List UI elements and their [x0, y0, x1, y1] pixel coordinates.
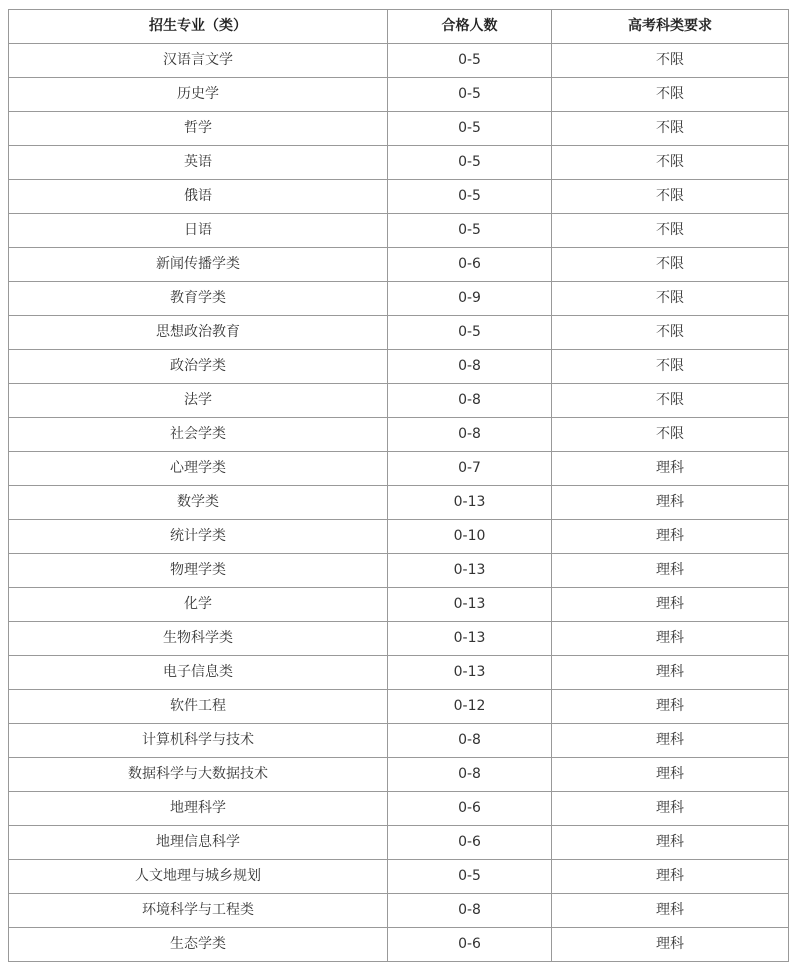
cell-subject-requirement: 理科	[552, 826, 789, 860]
cell-subject-requirement: 不限	[552, 78, 789, 112]
table-row	[9, 112, 789, 146]
cell-subject-requirement: 不限	[552, 146, 789, 180]
cell-subject-requirement: 理科	[552, 656, 789, 690]
table-row	[9, 826, 789, 860]
cell-major: 软件工程	[9, 690, 388, 724]
cell-major: 教育学类	[9, 282, 388, 316]
cell-subject-requirement: 理科	[552, 724, 789, 758]
cell-qualified-count: 0-13	[388, 588, 552, 622]
cell-subject-requirement: 理科	[552, 928, 789, 962]
table-row	[9, 180, 789, 214]
cell-qualified-count: 0-13	[388, 486, 552, 520]
cell-qualified-count: 0-13	[388, 554, 552, 588]
cell-subject-requirement: 理科	[552, 860, 789, 894]
cell-subject-requirement: 理科	[552, 588, 789, 622]
cell-subject-requirement: 理科	[552, 486, 789, 520]
cell-qualified-count: 0-5	[388, 78, 552, 112]
cell-qualified-count: 0-6	[388, 826, 552, 860]
cell-subject-requirement: 理科	[552, 792, 789, 826]
table-row	[9, 554, 789, 588]
cell-qualified-count: 0-6	[388, 928, 552, 962]
cell-qualified-count: 0-8	[388, 418, 552, 452]
cell-qualified-count: 0-8	[388, 758, 552, 792]
cell-subject-requirement: 不限	[552, 180, 789, 214]
cell-subject-requirement: 不限	[552, 112, 789, 146]
cell-subject-requirement: 不限	[552, 418, 789, 452]
cell-subject-requirement: 不限	[552, 248, 789, 282]
table-row	[9, 486, 789, 520]
cell-qualified-count: 0-5	[388, 316, 552, 350]
cell-qualified-count: 0-13	[388, 656, 552, 690]
cell-qualified-count: 0-8	[388, 350, 552, 384]
cell-major: 地理信息科学	[9, 826, 388, 860]
table-row	[9, 860, 789, 894]
cell-major: 化学	[9, 588, 388, 622]
cell-subject-requirement: 理科	[552, 622, 789, 656]
cell-qualified-count: 0-8	[388, 894, 552, 928]
cell-major: 俄语	[9, 180, 388, 214]
cell-qualified-count: 0-5	[388, 180, 552, 214]
table-row	[9, 418, 789, 452]
cell-subject-requirement: 理科	[552, 554, 789, 588]
cell-major: 电子信息类	[9, 656, 388, 690]
cell-subject-requirement: 不限	[552, 350, 789, 384]
table-row	[9, 622, 789, 656]
table-body	[9, 44, 789, 962]
cell-major: 统计学类	[9, 520, 388, 554]
table-row	[9, 656, 789, 690]
cell-subject-requirement: 理科	[552, 690, 789, 724]
cell-qualified-count: 0-5	[388, 146, 552, 180]
table-row	[9, 792, 789, 826]
cell-major: 社会学类	[9, 418, 388, 452]
cell-major: 数学类	[9, 486, 388, 520]
admission-table	[8, 9, 789, 962]
cell-major: 心理学类	[9, 452, 388, 486]
table-row	[9, 78, 789, 112]
cell-major: 环境科学与工程类	[9, 894, 388, 928]
cell-subject-requirement: 不限	[552, 214, 789, 248]
cell-subject-requirement: 理科	[552, 758, 789, 792]
header-subject-requirement: 高考科类要求	[552, 10, 789, 44]
table-row	[9, 894, 789, 928]
cell-major: 人文地理与城乡规划	[9, 860, 388, 894]
table-row	[9, 452, 789, 486]
cell-major: 数据科学与大数据技术	[9, 758, 388, 792]
cell-qualified-count: 0-10	[388, 520, 552, 554]
header-major: 招生专业（类）	[9, 10, 388, 44]
cell-major: 历史学	[9, 78, 388, 112]
cell-major: 生态学类	[9, 928, 388, 962]
cell-major: 计算机科学与技术	[9, 724, 388, 758]
cell-qualified-count: 0-6	[388, 248, 552, 282]
table-row	[9, 146, 789, 180]
cell-qualified-count: 0-13	[388, 622, 552, 656]
table-row	[9, 316, 789, 350]
cell-qualified-count: 0-7	[388, 452, 552, 486]
cell-qualified-count: 0-5	[388, 860, 552, 894]
table-row	[9, 282, 789, 316]
table-row	[9, 350, 789, 384]
table-header	[9, 10, 789, 44]
cell-qualified-count: 0-12	[388, 690, 552, 724]
cell-major: 物理学类	[9, 554, 388, 588]
cell-qualified-count: 0-8	[388, 724, 552, 758]
table-row	[9, 724, 789, 758]
cell-major: 哲学	[9, 112, 388, 146]
table-row	[9, 214, 789, 248]
cell-qualified-count: 0-9	[388, 282, 552, 316]
cell-major: 汉语言文学	[9, 44, 388, 78]
table-row	[9, 44, 789, 78]
cell-major: 日语	[9, 214, 388, 248]
header-row	[9, 10, 789, 44]
table-row	[9, 928, 789, 962]
cell-qualified-count: 0-6	[388, 792, 552, 826]
cell-qualified-count: 0-5	[388, 112, 552, 146]
cell-subject-requirement: 不限	[552, 44, 789, 78]
table-row	[9, 690, 789, 724]
table-row	[9, 384, 789, 418]
cell-subject-requirement: 理科	[552, 520, 789, 554]
cell-major: 生物科学类	[9, 622, 388, 656]
cell-major: 思想政治教育	[9, 316, 388, 350]
cell-major: 政治学类	[9, 350, 388, 384]
table-row	[9, 248, 789, 282]
cell-qualified-count: 0-8	[388, 384, 552, 418]
cell-qualified-count: 0-5	[388, 214, 552, 248]
table-row	[9, 758, 789, 792]
cell-major: 英语	[9, 146, 388, 180]
cell-major: 地理科学	[9, 792, 388, 826]
cell-subject-requirement: 理科	[552, 452, 789, 486]
cell-subject-requirement: 不限	[552, 384, 789, 418]
cell-major: 法学	[9, 384, 388, 418]
cell-major: 新闻传播学类	[9, 248, 388, 282]
header-qualified-count: 合格人数	[388, 10, 552, 44]
table-row	[9, 588, 789, 622]
cell-qualified-count: 0-5	[388, 44, 552, 78]
cell-subject-requirement: 理科	[552, 894, 789, 928]
table-row	[9, 520, 789, 554]
cell-subject-requirement: 不限	[552, 282, 789, 316]
cell-subject-requirement: 不限	[552, 316, 789, 350]
